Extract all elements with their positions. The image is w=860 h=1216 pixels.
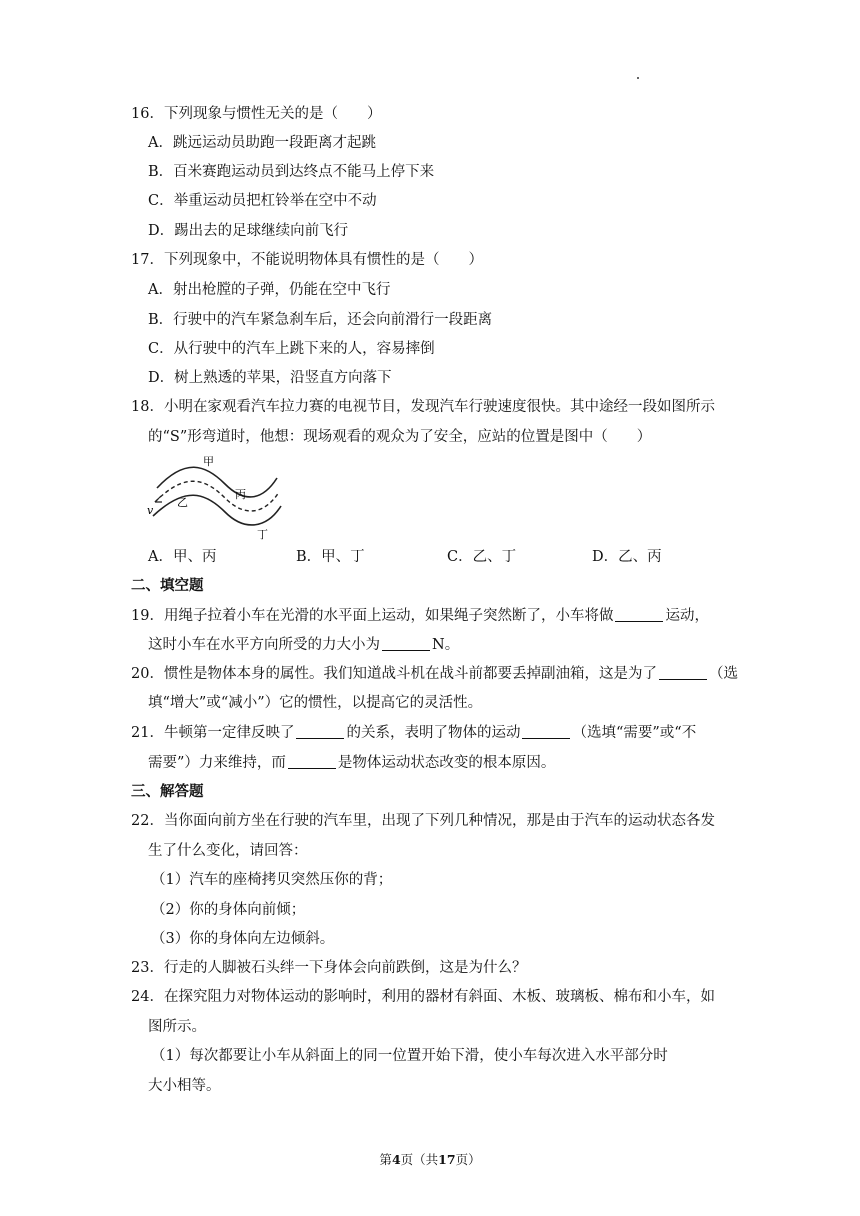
figure-label-v: v bbox=[147, 504, 154, 517]
q18-option-b: B．甲、丁 bbox=[296, 549, 365, 565]
section-fill-in-heading: 二、填空题 bbox=[131, 577, 204, 594]
q21-line2 bbox=[148, 753, 555, 773]
q20-text-b: （选 bbox=[708, 666, 738, 682]
footer-pre: 第 bbox=[379, 1152, 392, 1167]
q19-line2 bbox=[148, 635, 459, 655]
q17-option-b: B．行驶中的汽车紧急刹车后，还会向前滑行一段距离 bbox=[148, 312, 493, 328]
footer-page-number: 4 bbox=[391, 1152, 401, 1167]
q21-blank-1[interactable] bbox=[296, 724, 344, 739]
q21-line1 bbox=[131, 723, 696, 743]
figure-label-ding: 丁 bbox=[257, 528, 268, 541]
q17-stem: 17．下列现象中，不能说明物体具有惯性的是（ ） bbox=[131, 252, 483, 268]
q21-text-d: 需要”）力来维持，而 bbox=[148, 755, 286, 771]
q16-option-b: B．百米赛跑运动员到达终点不能马上停下来 bbox=[148, 164, 435, 180]
q24-line1: 24．在探究阻力对物体运动的影响时，利用的器材有斜面、木板、玻璃板、棉布和小车，如 bbox=[131, 989, 715, 1005]
q18-line1: 18．小明在家观看汽车拉力赛的电视节目，发现汽车行驶速度很快。其中途经一段如图所示 bbox=[131, 399, 715, 415]
q21-text-b: 的关系，表明了物体的运动 bbox=[346, 725, 521, 741]
footer-mid: 页（共 bbox=[400, 1152, 439, 1167]
figure-label-yi: 乙 bbox=[177, 496, 188, 509]
q24-line2: 图所示。 bbox=[148, 1019, 206, 1035]
q19-line1 bbox=[131, 606, 709, 626]
q20-line2: 填“增大”或“减小”）它的惯性，以提高它的灵活性。 bbox=[148, 695, 483, 711]
q18-option-d: D．乙、丙 bbox=[592, 549, 662, 565]
q19-text-d: N。 bbox=[432, 637, 460, 653]
q19-blank-1[interactable] bbox=[615, 607, 663, 622]
s-curve-figure bbox=[145, 456, 285, 546]
q17-option-a: A．射出枪膛的子弹，仍能在空中飞行 bbox=[148, 282, 391, 298]
q22-item-1: （1）汽车的座椅拷贝突然压你的背； bbox=[151, 872, 393, 888]
q24-line4: 大小相等。 bbox=[148, 1078, 221, 1094]
figure-label-jia: 甲 bbox=[203, 456, 214, 468]
q21-blank-2[interactable] bbox=[522, 724, 570, 739]
q20-text-a: 20．惯性是物体本身的属性。我们知道战斗机在战斗前都要丢掉副油箱，这是为了 bbox=[131, 666, 657, 682]
q16-stem: 16．下列现象与惯性无关的是（ ） bbox=[131, 106, 382, 122]
q17-option-c: C．从行驶中的汽车上跳下来的人，容易摔倒 bbox=[148, 341, 435, 357]
section-answer-heading: 三、解答题 bbox=[131, 783, 204, 800]
figure-label-bing: 丙 bbox=[235, 488, 246, 501]
q22-item-2: （2）你的身体向前倾； bbox=[151, 902, 306, 918]
q18-option-c: C．乙、丁 bbox=[447, 549, 517, 565]
q17-option-d: D．树上熟透的苹果，沿竖直方向落下 bbox=[148, 370, 392, 386]
q18-option-a: A．甲、丙 bbox=[148, 549, 217, 565]
q21-text-a: 21．牛顿第一定律反映了 bbox=[131, 725, 295, 741]
q16-option-a: A．跳远运动员助跑一段距离才起跳 bbox=[148, 135, 376, 151]
q19-text-c: 这时小车在水平方向所受的力大小为 bbox=[148, 637, 380, 653]
q21-blank-3[interactable] bbox=[288, 754, 336, 769]
corner-dot bbox=[637, 77, 639, 79]
q20-line1 bbox=[131, 664, 738, 684]
page-footer bbox=[0, 1150, 860, 1168]
q19-text-b: 运动， bbox=[665, 608, 709, 624]
q21-text-e: 是物体运动状态改变的根本原因。 bbox=[337, 755, 556, 771]
q24-line3: （1）每次都要让小车从斜面上的同一位置开始下滑，使小车每次进入水平部分时 bbox=[151, 1048, 668, 1064]
q16-option-d: D．踢出去的足球继续向前飞行 bbox=[148, 223, 349, 239]
q16-option-c: C．举重运动员把杠铃举在空中不动 bbox=[148, 193, 377, 209]
q21-text-c: （选填“需要”或“不 bbox=[572, 725, 697, 741]
footer-post: 页） bbox=[455, 1152, 481, 1167]
q18-line2: 的“S”形弯道时，他想：现场观看的观众为了安全，应站的位置是图中（ ） bbox=[148, 429, 652, 445]
q19-text-a: 19．用绳子拉着小车在光滑的水平面上运动，如果绳子突然断了，小车将做 bbox=[131, 608, 614, 624]
q19-blank-2[interactable] bbox=[382, 636, 430, 651]
q20-blank-1[interactable] bbox=[659, 665, 707, 680]
q22-line2: 生了什么变化，请回答： bbox=[148, 843, 308, 859]
q23-stem: 23．行走的人脚被石头绊一下身体会向前跌倒，这是为什么？ bbox=[131, 960, 527, 976]
q22-line1: 22．当你面向前方坐在行驶的汽车里，出现了下列几种情况，那是由于汽车的运动状态各发 bbox=[131, 813, 715, 829]
footer-total-pages: 17 bbox=[438, 1152, 456, 1167]
q22-item-3: （3）你的身体向左边倾斜。 bbox=[151, 931, 335, 947]
